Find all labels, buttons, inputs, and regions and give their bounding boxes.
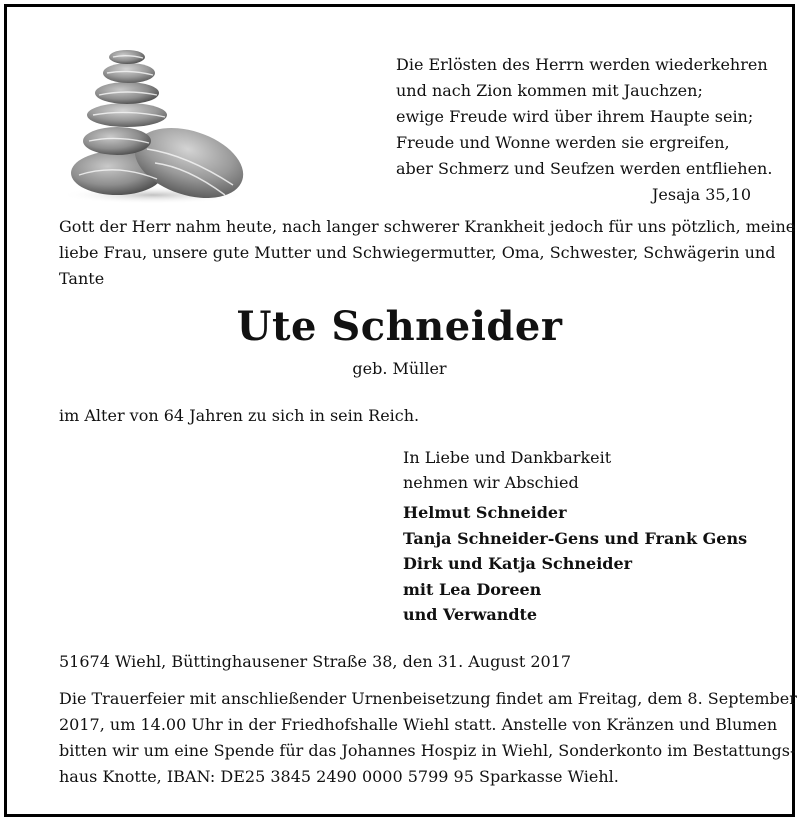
service-info [59, 686, 797, 790]
verse-line: Freude und Wonne werden sie ergreifen, [396, 133, 730, 152]
bible-verse [396, 52, 773, 208]
verse-line: Die Erlösten des Herrn werden wiederkehren [396, 55, 768, 74]
service-line: 2017, um 14.00 Uhr in der Friedhofshalle Wiehl statt. Anstelle von Kränzen und Blumen [59, 715, 778, 734]
deceased-name: Ute Schneider [236, 303, 563, 350]
family-member: mit Lea Doreen [403, 579, 542, 599]
family-member: Tanja Schneider-Gens und Frank Gens [403, 528, 748, 548]
family-member: Dirk und Katja Schneider [403, 554, 633, 573]
address-date: 51674 Wiehl, Büttinghausener Straße 38, den 31. August 2017 [59, 652, 572, 671]
family-member: Helmut Schneider [403, 503, 567, 522]
service-line: bitten wir um eine Spende für das Johannes Hospiz in Wiehl, Sonderkonto im Bestattungs- [59, 741, 796, 760]
service-line: Die Trauerfeier mit anschließender Urnenbeisetzung findet am Freitag, dem 8. September [59, 689, 797, 708]
farewell-line: In Liebe und Dankbarkeit [403, 448, 612, 467]
stacked-stones-icon [57, 45, 249, 205]
verse-line: ewige Freude wird über ihrem Haupte sein; [396, 107, 754, 126]
verse-line: und nach Zion kommen mit Jauchzen; [396, 81, 703, 100]
intro-paragraph [59, 214, 796, 292]
obituary-frame [4, 4, 795, 817]
intro-line: liebe Frau, unsere gute Mutter und Schwiegermutter, Oma, Schwester, Schwägerin und [59, 243, 776, 262]
intro-line: Tante [59, 269, 105, 288]
birth-name: geb. Müller [352, 359, 447, 378]
verse-reference: Jesaja 35,10 [651, 185, 751, 204]
intro-line: Gott der Herr nahm heute, nach langer schwerer Krankheit jedoch für uns pötzlich, meine [59, 217, 796, 236]
farewell-line: nehmen wir Abschied [403, 473, 579, 492]
family-member: und Verwandte [403, 605, 538, 624]
farewell-text [403, 445, 611, 495]
family-list [403, 500, 747, 628]
verse-line: aber Schmerz und Seufzen werden entfliehen. [396, 159, 773, 178]
age-text: im Alter von 64 Jahren zu sich in sein Reich. [59, 406, 420, 425]
service-line: haus Knotte, IBAN: DE25 3845 2490 0000 5799 95 Sparkasse Wiehl. [59, 767, 619, 786]
